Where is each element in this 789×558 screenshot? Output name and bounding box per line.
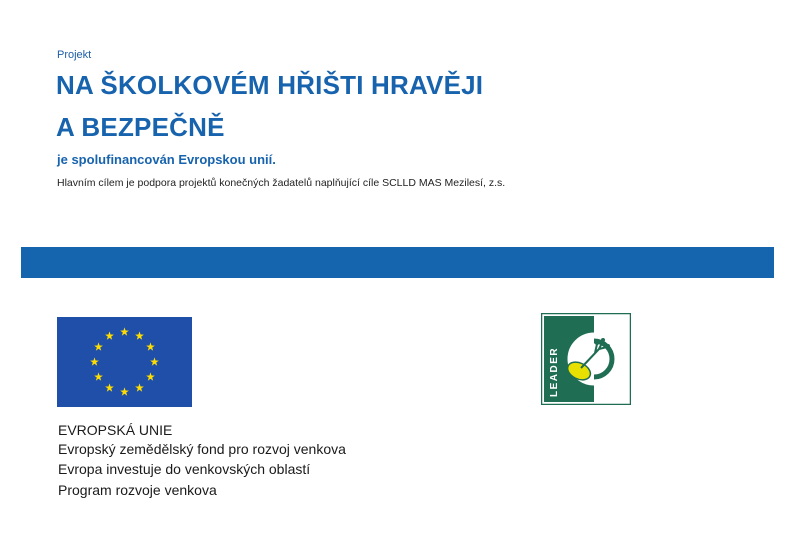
- leader-logo-bud-1: [601, 338, 605, 342]
- footer-line-eu: EVROPSKÁ UNIE: [58, 422, 173, 438]
- page-title-line-2: A BEZPEČNĚ: [56, 112, 225, 142]
- leader-logo-icon: [541, 313, 631, 405]
- footer-line-fund: Evropský zemědělský fond pro rozvoj venkova: [58, 441, 346, 457]
- leader-logo-bud-2: [606, 344, 610, 348]
- leader-logo-text: LEADER: [549, 346, 560, 397]
- eu-flag-graphic: [57, 317, 192, 407]
- blue-band-divider: [21, 247, 774, 278]
- page-title-line-1: NA ŠKOLKOVÉM HŘIŠTI HRAVĚJI: [56, 70, 484, 100]
- eu-flag-icon: [57, 317, 192, 407]
- footer-line-invest: Evropa investuje do venkovských oblastí: [58, 461, 311, 477]
- leader-logo-graphic: [541, 313, 631, 405]
- leader-logo-bud-3: [595, 341, 599, 345]
- footer-line-program: Program rozvoje venkova: [58, 482, 217, 498]
- cofinanced-text: je spolufinancován Evropskou unií.: [57, 152, 276, 167]
- project-label: Projekt: [57, 49, 92, 61]
- goal-text: Hlavním cílem je podpora projektů konečných žadatelů naplňující cíle SCLLD MAS Mezilesí, z.s.: [57, 177, 506, 189]
